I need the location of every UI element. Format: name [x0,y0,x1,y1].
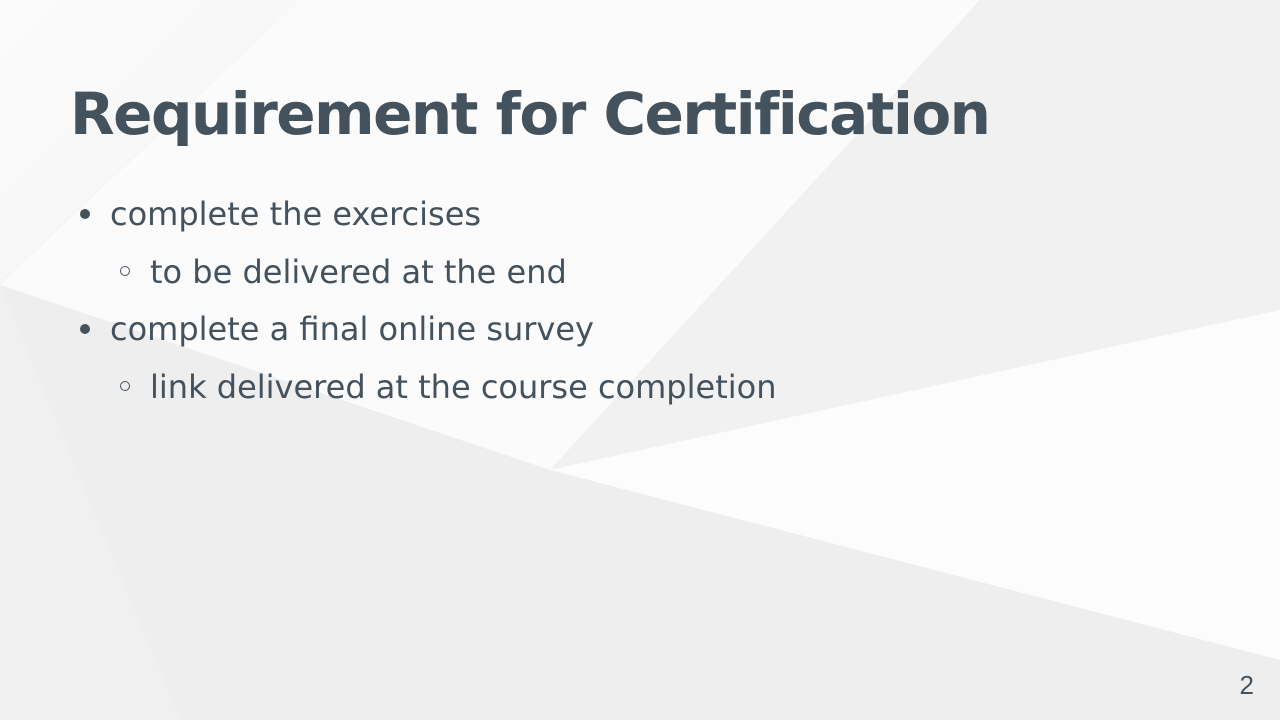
sub-bullet-text: to be delivered at the end [150,253,567,291]
bullet-dot-icon [80,209,90,219]
slide-title: Requirement for Certification [70,80,990,148]
sub-bullet-item [150,252,567,292]
sub-bullet-item [150,367,776,407]
bullet-text: complete a final online survey [110,310,594,348]
bullet-text: complete the exercises [110,195,482,233]
bullet-circle-icon [120,266,130,276]
bullet-circle-icon [120,381,130,391]
bullet-dot-icon [80,324,90,334]
page-number: 2 [1239,670,1254,700]
sub-bullet-text: link delivered at the course completion [150,368,777,406]
bullet-item [110,309,594,349]
bullet-item [110,194,481,234]
